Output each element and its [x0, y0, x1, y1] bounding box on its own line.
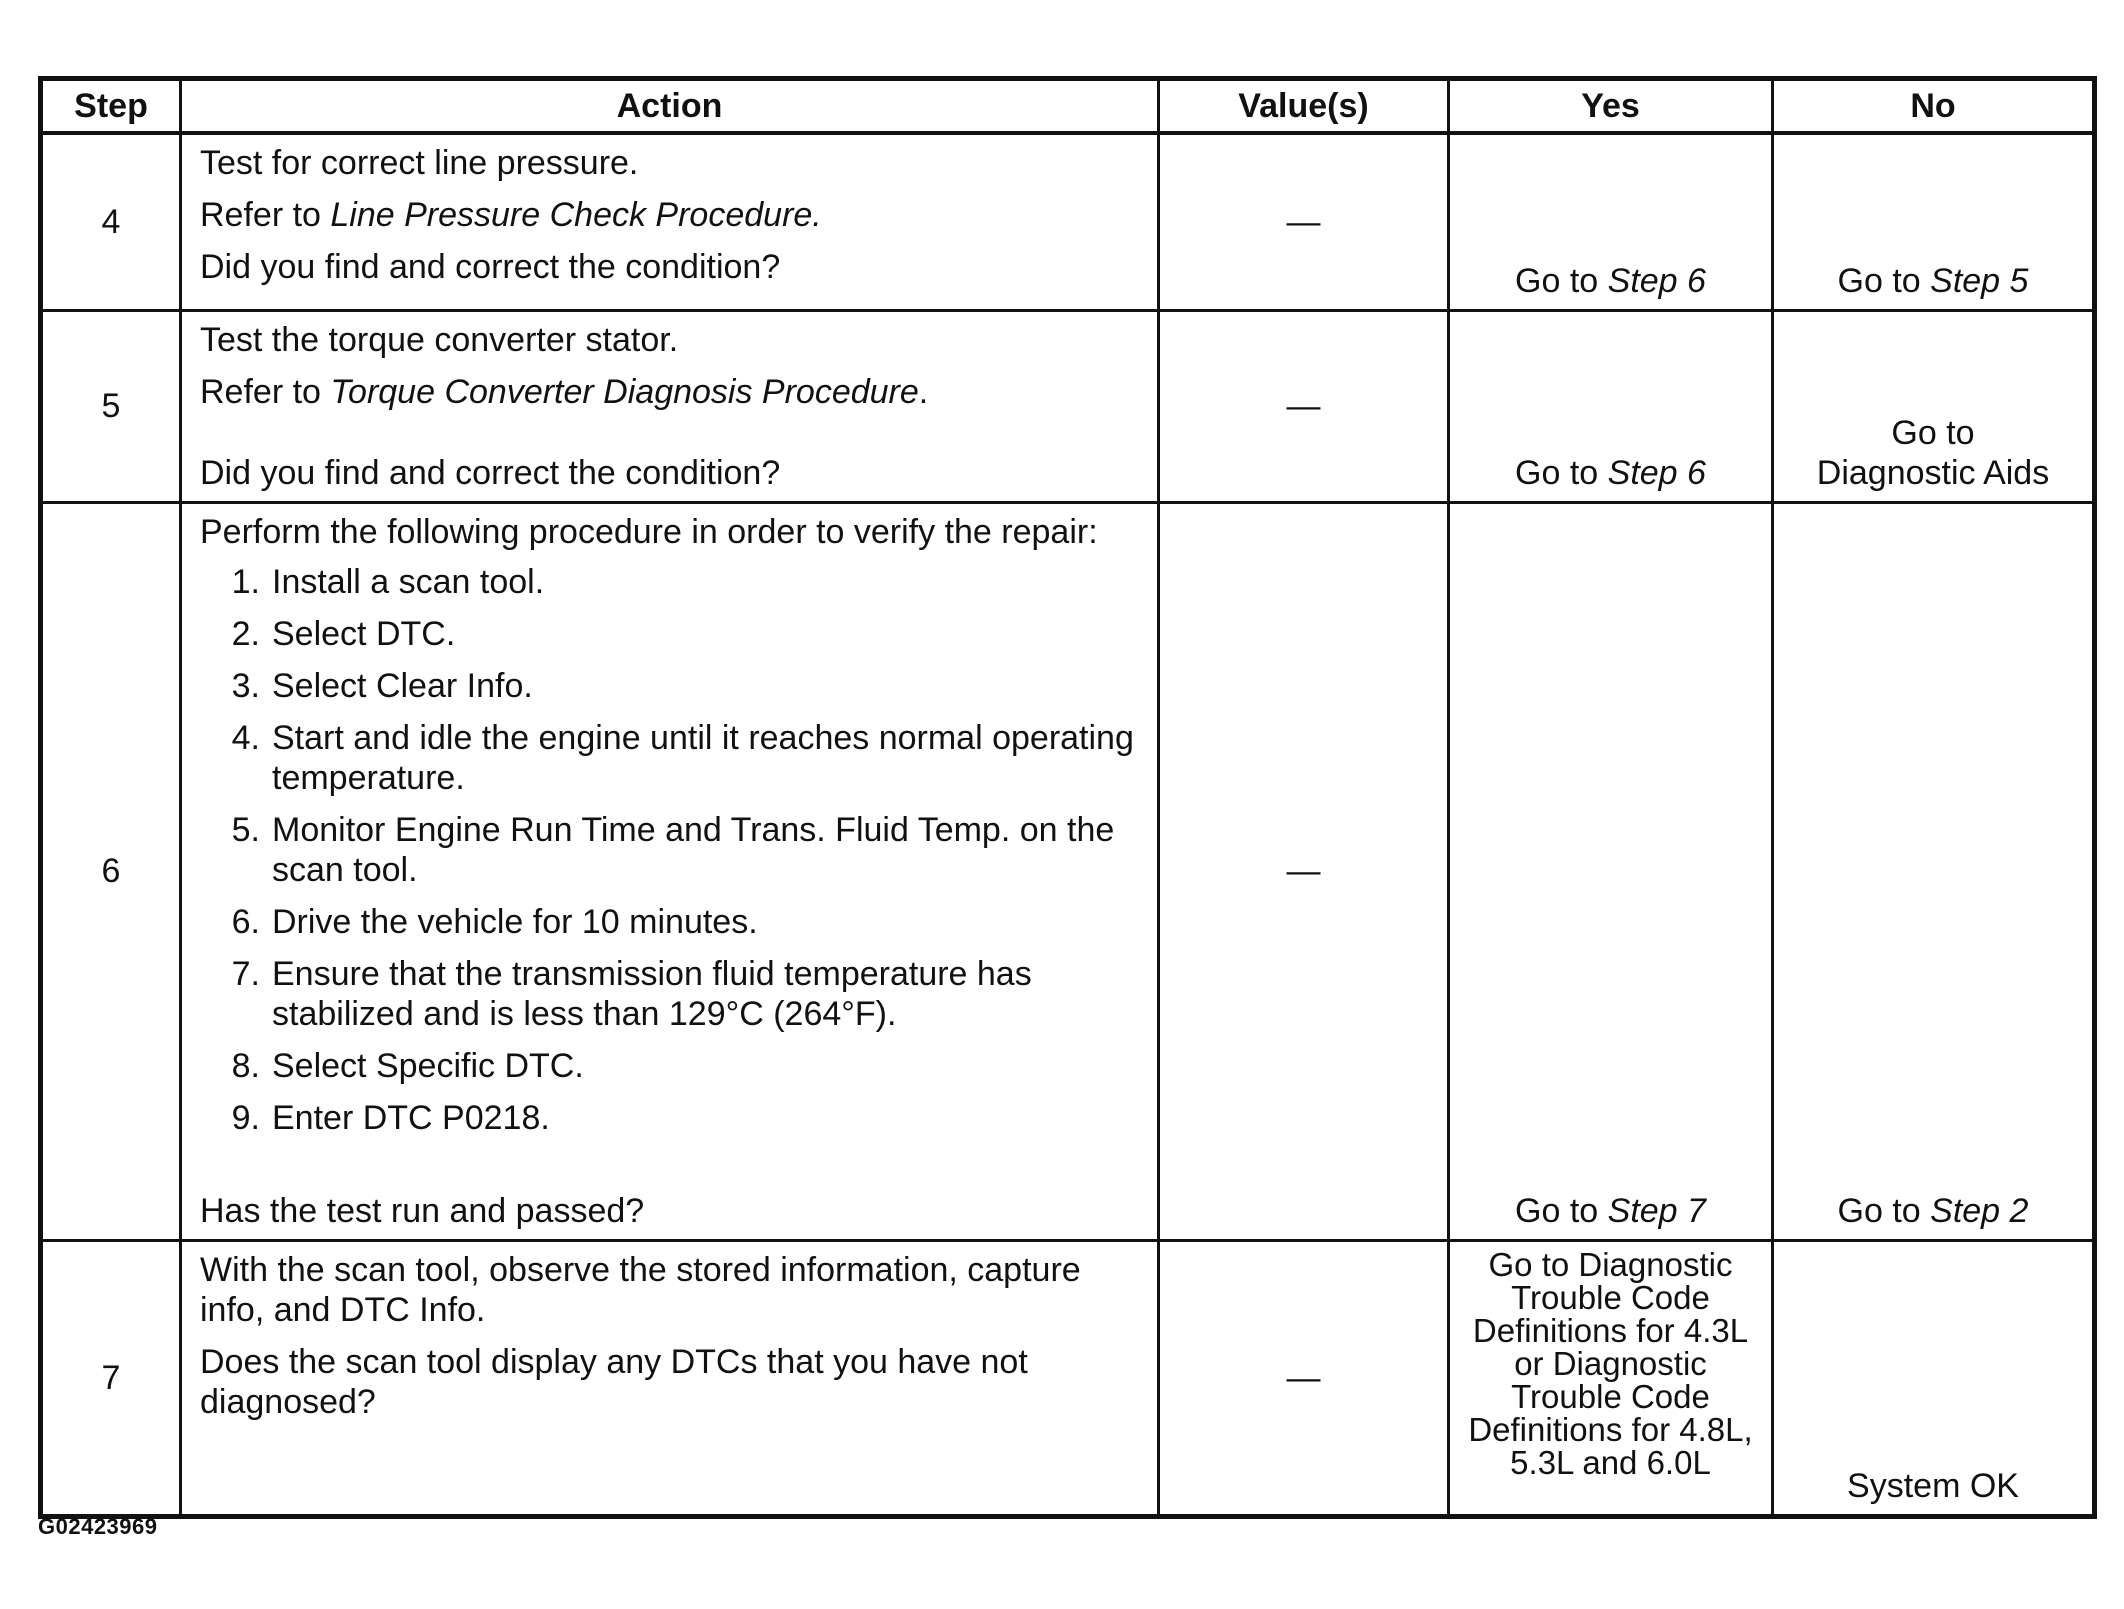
action-cell — [181, 1241, 1159, 1517]
diagnostic-table — [38, 76, 2097, 1519]
list-item — [210, 954, 1139, 1034]
answer-prefix: Go to — [1837, 262, 1931, 300]
table-row-step-6 — [41, 503, 2095, 1241]
yes-answer[interactable] — [1450, 261, 1771, 301]
action-reference — [200, 195, 1139, 235]
action-question: Has the test run and passed? — [200, 1192, 645, 1230]
yes-cell — [1449, 1241, 1773, 1517]
value-cell: — — [1159, 133, 1449, 311]
list-item — [210, 1046, 1139, 1086]
item-text: Install a scan tool. — [272, 563, 545, 601]
item-number: 9. — [231, 1099, 260, 1137]
item-text: Ensure that the transmission fluid temperature has stabilized and is less than 129°C (264°F). — [272, 955, 1032, 1033]
table-row-step-7 — [41, 1241, 2095, 1517]
list-item — [210, 810, 1139, 890]
header-row — [41, 79, 2095, 134]
item-text: Monitor Engine Run Time and Trans. Fluid Temp. on the scan tool. — [272, 811, 1115, 889]
action-cell — [181, 311, 1159, 503]
no-answer[interactable] — [1774, 413, 2092, 493]
action-question: Did you find and correct the condition? — [200, 248, 781, 286]
list-item — [210, 666, 1139, 706]
item-number: 1. — [231, 563, 260, 601]
yes-answer[interactable] — [1450, 1191, 1771, 1231]
table-row-step-4 — [41, 133, 2095, 311]
step-number: 7 — [41, 1241, 181, 1517]
no-cell — [1773, 311, 2095, 503]
yes-answer[interactable]: Go to Diagnostic Trouble Code Definitions for 4.3L or Diagnostic Trouble Code Definitions for 4.8L, 5.3L and 6.0L — [1468, 1246, 1753, 1481]
header-action: Action — [181, 79, 1159, 134]
item-text: Start and idle the engine until it reaches normal operating temperature. — [272, 719, 1134, 797]
figure-id: G02423969 — [38, 1514, 158, 1539]
procedure-list — [200, 562, 1139, 1138]
action-line: Test for correct line pressure. — [200, 144, 639, 182]
reference-prefix: Refer to — [200, 196, 331, 234]
action-question: Did you find and correct the condition? — [200, 454, 781, 492]
item-number: 3. — [231, 667, 260, 705]
header-values: Value(s) — [1159, 79, 1449, 134]
list-item — [210, 718, 1139, 798]
header-step: Step — [41, 79, 181, 134]
reference-prefix: Refer to — [200, 373, 331, 411]
action-intro: Perform the following procedure in order to verify the repair: — [200, 513, 1098, 551]
action-line: Test the torque converter stator. — [200, 321, 679, 359]
step-number: 4 — [41, 133, 181, 311]
reference-suffix: . — [918, 373, 929, 411]
answer-prefix: Go to — [1515, 1192, 1608, 1230]
list-item — [210, 902, 1139, 942]
no-cell — [1773, 133, 2095, 311]
no-answer[interactable] — [1774, 1191, 2092, 1231]
step-link: Step 6 — [1607, 454, 1706, 492]
answer-prefix: Go to — [1515, 454, 1608, 492]
value-cell: — — [1159, 311, 1449, 503]
yes-cell — [1449, 503, 1773, 1241]
value-cell: — — [1159, 1241, 1449, 1517]
action-cell — [181, 133, 1159, 311]
step-link: Step 6 — [1607, 262, 1706, 300]
no-answer: System OK — [1847, 1467, 2019, 1505]
item-text: Drive the vehicle for 10 minutes. — [272, 903, 758, 941]
item-number: 2. — [231, 615, 260, 653]
action-reference — [200, 372, 1139, 412]
item-number: 4. — [231, 719, 260, 757]
no-answer[interactable] — [1774, 261, 2092, 301]
step-number: 5 — [41, 311, 181, 503]
no-cell — [1773, 1241, 2095, 1517]
step-link: Step 2 — [1930, 1192, 2029, 1230]
action-cell — [181, 503, 1159, 1241]
item-text: Select Clear Info. — [272, 667, 533, 705]
answer-prefix: Go to — [1515, 262, 1608, 300]
step-link: Step 7 — [1607, 1192, 1706, 1230]
action-line: With the scan tool, observe the stored information, capture info, and DTC Info. — [200, 1251, 1081, 1329]
item-number: 5. — [231, 811, 260, 849]
list-item — [210, 562, 1139, 602]
yes-cell — [1449, 133, 1773, 311]
procedure-link[interactable]: Line Pressure Check Procedure. — [330, 196, 822, 234]
procedure-link[interactable]: Torque Converter Diagnosis Procedure — [330, 373, 919, 411]
value-cell: — — [1159, 503, 1449, 1241]
item-text: Enter DTC P0218. — [272, 1099, 550, 1137]
table-row-step-5 — [41, 311, 2095, 503]
item-text: Select Specific DTC. — [272, 1047, 584, 1085]
step-number: 6 — [41, 503, 181, 1241]
answer-line: Go to — [1891, 414, 1975, 452]
yes-answer[interactable] — [1450, 453, 1771, 493]
yes-cell — [1449, 311, 1773, 503]
no-cell — [1773, 503, 2095, 1241]
step-link: Step 5 — [1930, 262, 2029, 300]
answer-prefix: Go to — [1837, 1192, 1931, 1230]
list-item — [210, 614, 1139, 654]
item-number: 6. — [231, 903, 260, 941]
header-no: No — [1773, 79, 2095, 134]
answer-line: Diagnostic Aids — [1816, 454, 2050, 492]
list-item — [210, 1098, 1139, 1138]
header-yes: Yes — [1449, 79, 1773, 134]
action-question: Does the scan tool display any DTCs that you have not diagnosed? — [200, 1343, 1028, 1421]
item-number: 8. — [231, 1047, 260, 1085]
item-text: Select DTC. — [272, 615, 456, 653]
item-number: 7. — [231, 955, 260, 993]
